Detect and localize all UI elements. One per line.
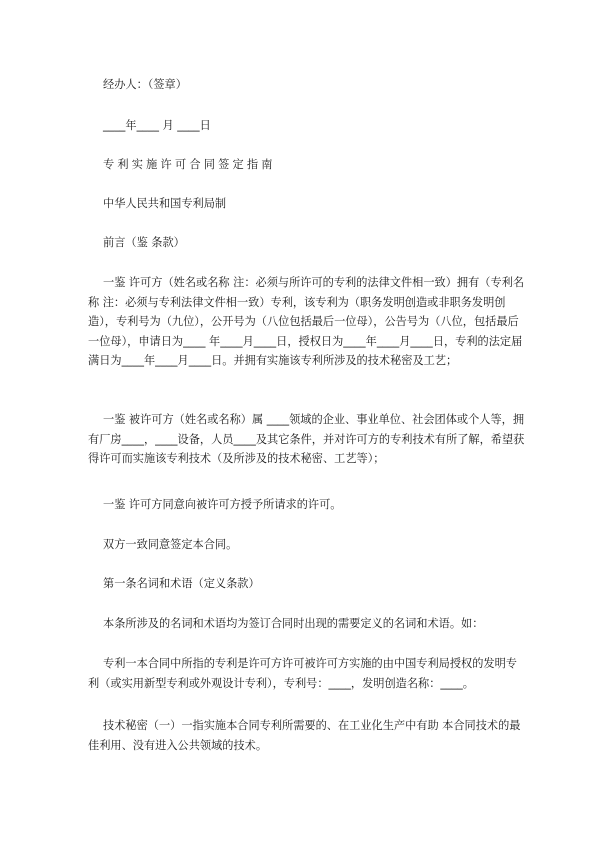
guide-title: 专利实施许可合同签定指南 bbox=[103, 158, 276, 171]
clause-consent: 一鉴 许可方同意向被许可方授予所请求的许可。 bbox=[103, 498, 342, 511]
signature-line: 经办人：（签章） bbox=[103, 78, 187, 91]
article1-title: 第一条名词和术语（定义条款） bbox=[103, 577, 260, 590]
definition-know-how: 技术秘密（一）一指实施本合同专利所需要的、在工业化生产中有助 本合同技术的最佳利用、没有进入公共领域的技术。 bbox=[88, 719, 521, 752]
clause-licensor: 一鉴 许可方（姓名或名称 注：必须与所许可的专利的法律文件相一致）拥有（专利名称 注：必须与专利法律文件相一致）专利，该专利为（职务发明创造或非职务发明创造），专利号为（九位），公开号为（八位包括最后一位母），公告号为（八位，包括最后一位母），申请日为____ 年____月____日，授权日为____年____月____日，专利的法定届满日为____年____月____日。并拥有实施该专利所涉及的技术秘密及工艺； bbox=[88, 276, 525, 367]
issuer-line: 中华人民共和国专利局制 bbox=[103, 197, 227, 210]
preface-heading: 前言（鉴 条款） bbox=[103, 236, 185, 249]
clause-licensee: 一鉴 被许可方（姓名或名称）属 ____领域的企业、事业单位、社会团体或个人等，拥有厂房____，____设备，人员____及其它条件，并对许可方的专利技术有所了解，希望获得许可而实施该专利技术（及所涉及的技术秘密、工艺等）； bbox=[88, 413, 525, 465]
definition-patent: 专利一本合同中所指的专利是许可方许可被许可方实施的由中国专利局授权的发明专利（或实用新型专利或外观设计专利），专利号：____，发明创造名称：____。 bbox=[88, 657, 517, 690]
agreement-statement: 双方一致同意签定本合同。 bbox=[103, 538, 238, 551]
article1-intro: 本条所涉及的名词和术语均为签订合同时出现的需要定义的名词和术语。如： bbox=[103, 617, 484, 630]
date-line: ____年____ 月 ____日 bbox=[103, 119, 211, 132]
